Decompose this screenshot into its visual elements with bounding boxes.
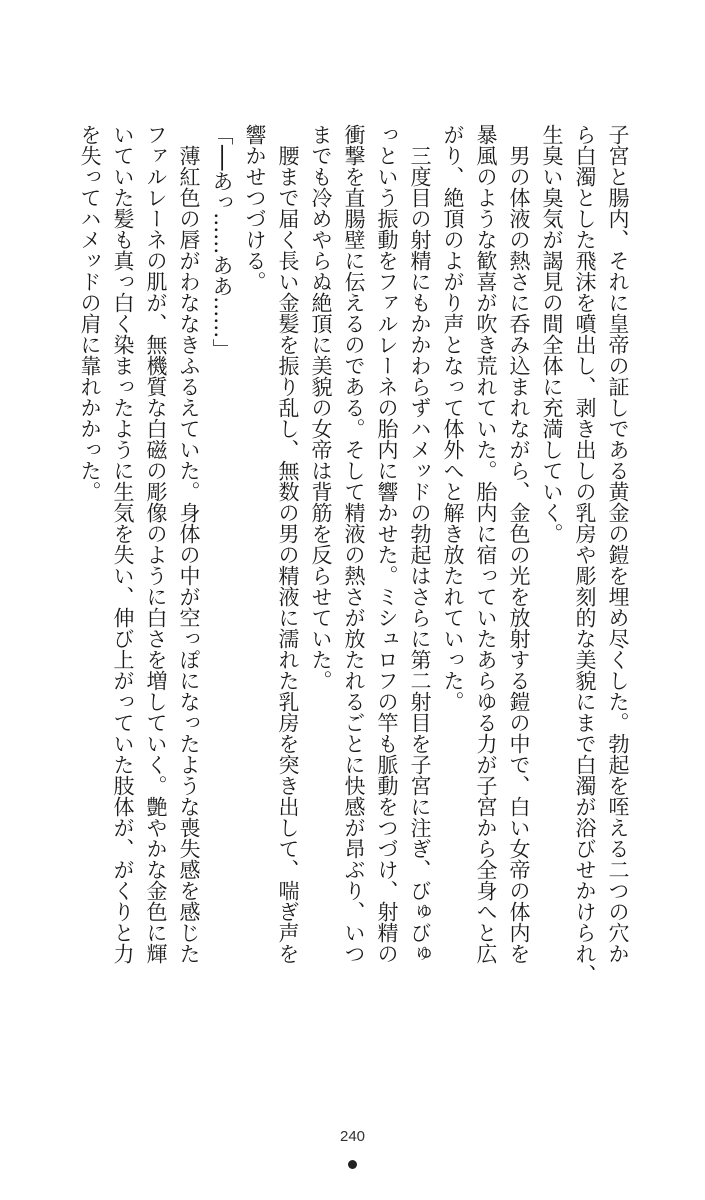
text-line: 薄紅色の唇がわななきふるえていた。身体の中が空っぽになったような喪失感を感じた — [177, 145, 201, 964]
text-line: ら白濁とした飛沫を噴出し、剥き出しの乳房や彫刻的な美貌にまで白濁が浴びせかけられ、 — [573, 124, 597, 985]
text-line: 生臭い臭気が謁見の間全体に充満していく。 — [540, 124, 564, 544]
body-text — [72, 124, 634, 984]
text-line: までも冷めやらぬ絶頂に美貌の女帝は背筋を反らせていた。 — [309, 124, 333, 691]
text-line: 腰まで届く長い金髪を振り乱し、無数の男の精液に濡れた乳房を突き出して、喘ぎ声を — [276, 145, 300, 964]
text-line: 衝撃を直腸壁に伝えるのである。そして精液の熱さが放たれるごとに快感が昂ぶり、いつ — [342, 124, 366, 964]
text-line: いていた髪も真っ白く染まったように生気を失い、伸び上がっていた肢体が、がくりと力 — [111, 124, 135, 964]
text-line: っという振動をファルレーネの胎内に響かせた。ミシュロフの竿も脈動をつづけ、射精の — [375, 124, 399, 964]
page-dot-icon — [348, 1160, 357, 1169]
text-line: 暴風のような歓喜が吹き荒れていた。胎内に宿っていたあらゆる力が子宮から全身へと広 — [474, 124, 498, 964]
text-line: 子宮と腸内、それに皇帝の証しである黄金の鎧を埋め尽くした。勃起を咥える二つの穴か — [606, 124, 630, 964]
text-line: 男の体液の熱さに呑み込まれながら、金色の光を放射する鎧の中で、白い女帝の体内を — [507, 145, 531, 964]
text-line: ファルレーネの肌が、無機質な白磁の彫像のように白さを増していく。艶やかな金色に輝 — [144, 124, 168, 964]
text-line: を失ってハメッドの肩に靠れかかった。 — [78, 124, 102, 502]
text-line: 三度目の射精にもかかわらずハメッドの勃起はさらに第二射目を子宮に注ぎ、びゅびゅ — [408, 145, 432, 964]
dialogue-line: 「──あっ……ああ……」 — [210, 124, 234, 360]
text-line: がり、絶頂のよがり声となって体外へと解き放たれていった。 — [441, 124, 465, 712]
page-number: 240 — [339, 1128, 366, 1145]
text-line: 響かせつづける。 — [243, 124, 267, 292]
